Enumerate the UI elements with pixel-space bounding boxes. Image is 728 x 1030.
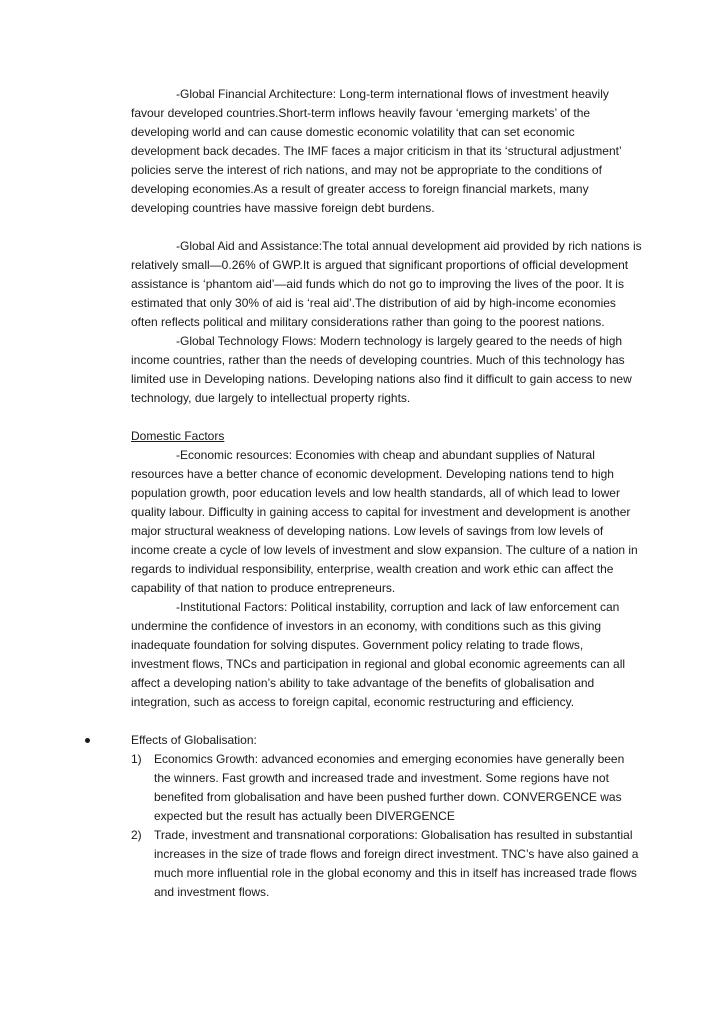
paragraph-gap — [131, 408, 644, 427]
heading-effects-of-globalisation: Effects of Globalisation: — [131, 733, 257, 747]
list-number: 2) — [131, 828, 142, 842]
list-item-text: Economics Growth: advanced economies and emerging economies have generally been the winners. Fast growth and increased trade and investment. Some regions have not benefited from globalisation and have been pushed further down. CONVERGENCE was expected but the result has actually been DIVERGENCE — [154, 752, 625, 823]
paragraph-global-financial: -Global Financial Architecture: Long-term international flows of investment heavily favour developed countries.Short-term inflows heavily favour ‘emerging markets’ of the developing world and can cause domestic economic volatility that can set economic development back decades. The IMF faces a major criticism in that its ‘structural adjustment’ policies serve the interest of rich nations, and may not be appropriate to the conditions of developing economies.As a result of greater access to foreign financial markets, many developing countries have massive foreign debt burdens. — [131, 87, 622, 215]
list-number: 1) — [131, 752, 142, 766]
list-item-economic-growth — [131, 750, 644, 826]
paragraph-economic-resources: -Economic resources: Economies with cheap and abundant supplies of Natural resources have a better chance of economic development. Developing nations tend to high population growth, poor education levels and low health standards, all of which lead to lower quality labour. Difficulty in gaining access to capital for investment and development is another major structural weakness of developing nations. Low levels of savings from low levels of income create a cycle of low levels of investment and slow expansion. The culture of a nation in regards to individual responsibility, enterprise, wealth creation and work ethic can affect the capability of that nation to produce entrepreneurs. — [131, 448, 638, 595]
heading-domestic-factors: Domestic Factors — [131, 429, 225, 443]
paragraph-gap — [131, 712, 644, 731]
bullet-icon — [85, 738, 90, 743]
list-item-text: Trade, investment and transnational corporations: Globalisation has resulted in substantial increases in the size of trade flows and foreign direct investment. TNC’s have also gained a much more influential role in the global economy and this in itself has increased trade flows and investment flows. — [154, 828, 639, 899]
paragraph-global-aid: -Global Aid and Assistance:The total annual development aid provided by rich nations is relatively small—0.26% of GWP.It is argued that significant proportions of official development assistance is ‘phantom aid’—aid funds which do not go to improving the lives of the poor. It is estimated that only 30% of aid is ‘real aid’.The distribution of aid by high-income economies often reflects political and military considerations rather than going to the poorest nations. — [131, 239, 642, 329]
paragraph-institutional-factors: -Institutional Factors: Political instability, corruption and lack of law enforcement can undermine the confidence of investors in an economy, with conditions such as this giving inadequate foundation for solving disputes. Government policy relating to trade flows, investment flows, TNCs and participation in regional and global economic agreements can all affect a developing nation’s ability to take advantage of the benefits of globalisation and integration, such as access to foreign capital, economic restructuring and efficiency. — [131, 600, 626, 709]
paragraph-global-technology: -Global Technology Flows: Modern technology is largely geared to the needs of high income countries, rather than the needs of developing countries. Much of this technology has limited use in Developing nations. Developing nations also find it difficult to gain access to new technology, due largely to intellectual property rights. — [131, 334, 632, 405]
bullet-effects — [131, 731, 644, 750]
list-item-trade-investment — [131, 826, 644, 902]
paragraph-gap — [131, 218, 644, 237]
